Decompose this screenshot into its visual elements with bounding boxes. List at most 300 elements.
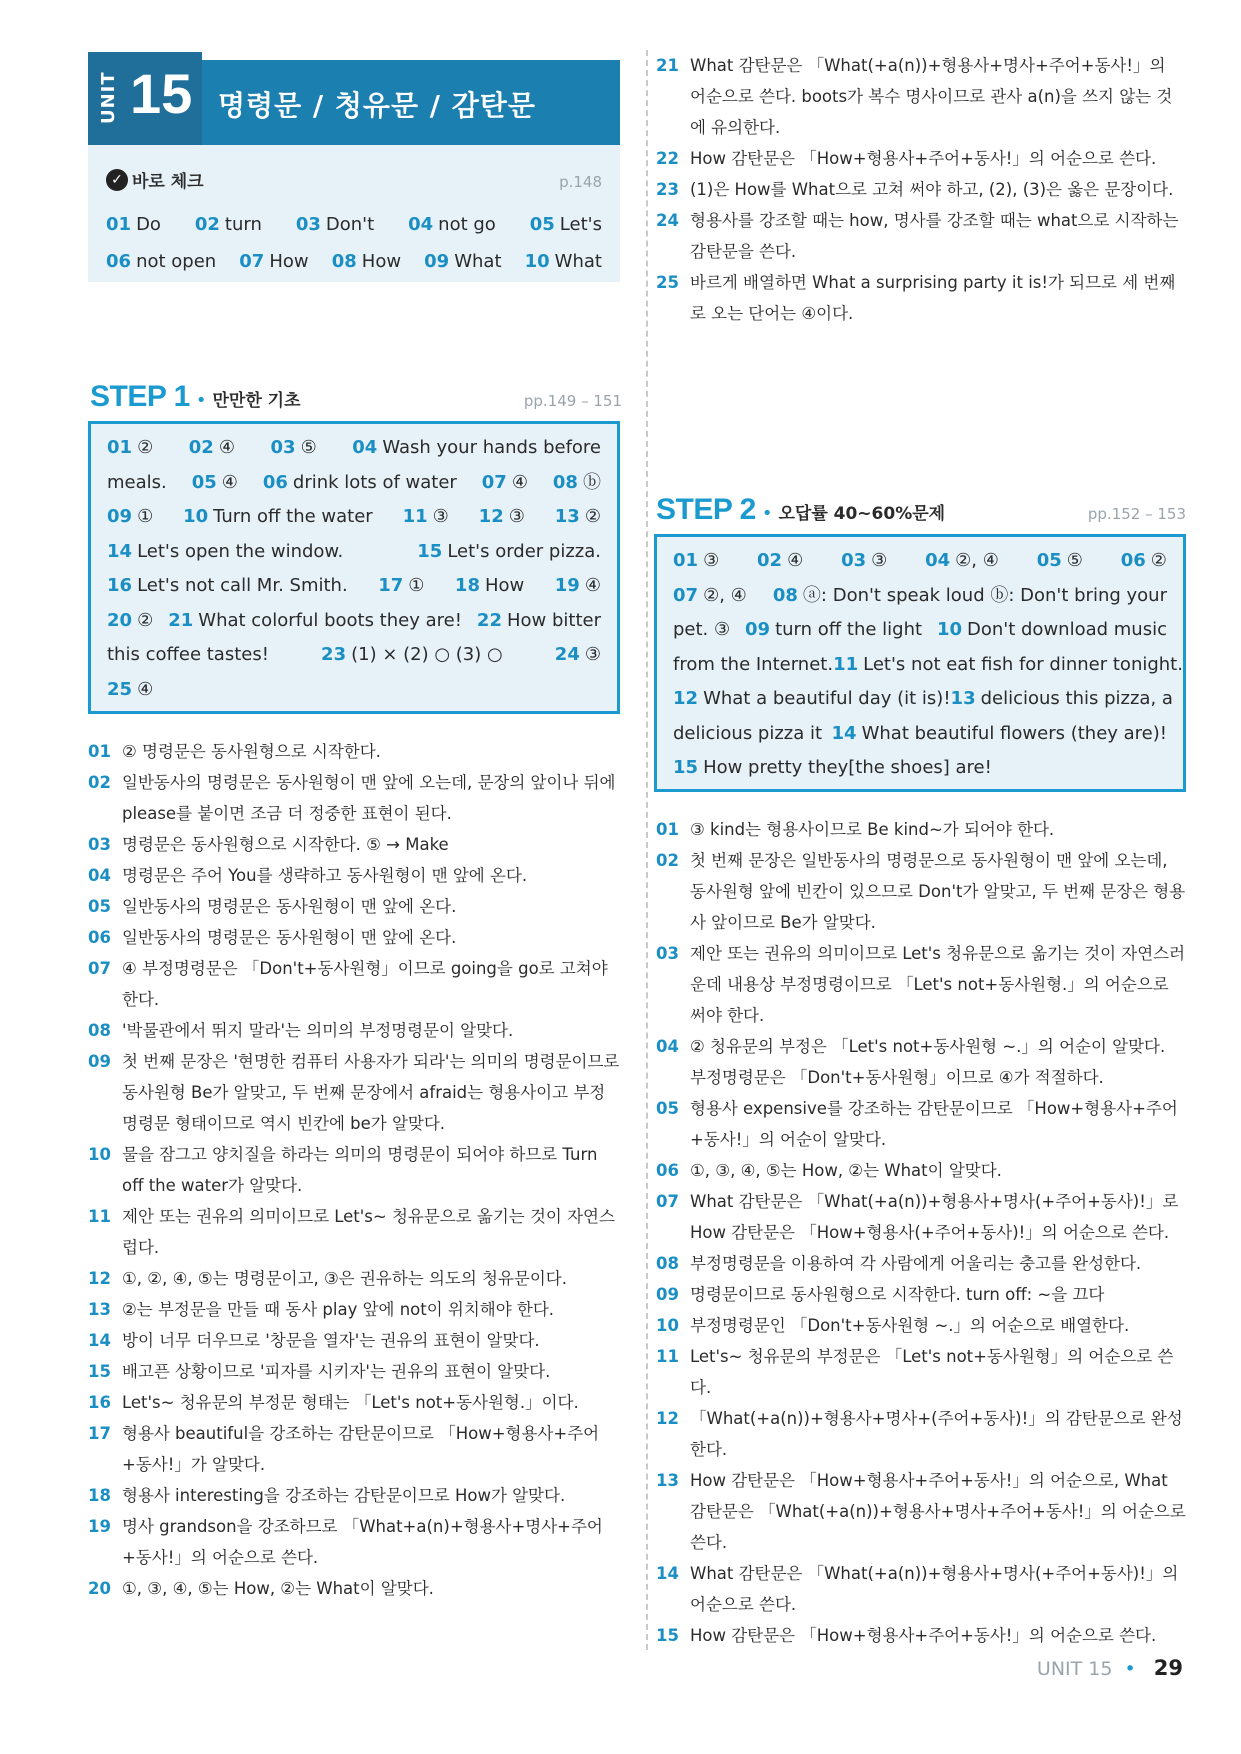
explanation-text: How 감탄문은 「How+형용사+주어+동사!」의 어순으로, What 감탄문은 「What(+a(n))+형용사+명사+주어+동사!」의 어순으로 쓴다. [690, 1471, 1186, 1552]
answer-item [673, 751, 992, 786]
explanation-text: 「What(+a(n))+형용사+명사+(주어+동사)!」의 감탄문으로 완성한다. [690, 1409, 1183, 1459]
explanation-text: What 감탄문은 「What(+a(n))+형용사+명사(+주어+동사)!」로 How 감탄문은 「How+형용사(+주어+동사)!」의 어순으로 쓴다. [690, 1192, 1179, 1242]
answer-text: Don't download music [967, 619, 1167, 640]
answer-text: ② [137, 437, 154, 458]
explanation-item [88, 1325, 620, 1356]
answer-text: ② [1150, 550, 1167, 571]
explanation-text: 명령문은 동사원형으로 시작한다. ⑤ → Make [122, 835, 449, 854]
answer-item [107, 535, 343, 570]
answer-number: 02 [194, 214, 220, 235]
explanation-number: 17 [88, 1424, 111, 1443]
explanation-text: ② 청유문의 부정은 「Let's not+동사원형 ~.」의 어순이 알맞다. 부정명령문은 「Don't+동사원형」이므로 ④가 적절하다. [690, 1037, 1166, 1087]
explanation-text: 부정명령문을 이용하여 각 사람에게 어울리는 충고를 완성한다. [690, 1254, 1142, 1273]
step2-answer-box [654, 534, 1186, 792]
explanation-number: 07 [88, 959, 111, 978]
answer-number: 13 [554, 506, 580, 527]
explanation-text: ①, ③, ④, ⑤는 How, ②는 What이 알맞다. [690, 1161, 1002, 1180]
quick-check-row [106, 214, 602, 235]
step2-heading [656, 493, 1186, 527]
answer-number: 14 [831, 722, 857, 744]
explanation-number: 12 [88, 1269, 111, 1288]
explanation-text: ④ 부정명령문은 「Don't+동사원형」이므로 going을 go로 고쳐야 한다. [122, 959, 608, 1009]
answer-text: (1) × (2) ○ (3) ○ [351, 644, 503, 665]
answer-number: 03 [841, 550, 867, 571]
answer-item [352, 431, 601, 466]
answer-number: 10 [183, 506, 209, 527]
answer-text: What beautiful flowers (they are)! [861, 722, 1167, 744]
answer-number: 15 [417, 540, 443, 562]
answer-item [1121, 544, 1167, 579]
answer-number: 11 [402, 506, 428, 527]
explanation-number: 09 [656, 1285, 679, 1304]
answer-text: ② [584, 506, 601, 527]
explanation-text: 일반동사의 명령문은 동사원형이 맨 앞에 온다. [122, 928, 457, 947]
answer-number: 24 [554, 644, 580, 665]
explanation-number: 15 [656, 1626, 679, 1645]
answer-item [832, 717, 1167, 752]
answer-line [107, 673, 601, 708]
explanation-item [656, 143, 1186, 174]
answer-number: 25 [107, 678, 133, 700]
explanation-item [656, 1155, 1186, 1186]
answer-text: drink lots of water [292, 471, 457, 493]
answer-number: 06 [1120, 550, 1146, 571]
column-divider [646, 50, 648, 1650]
answer-text: delicious this pizza, a [980, 688, 1173, 709]
explanation-text: 형용사 expensive를 강조하는 감탄문이므로 「How+형용사+주어+동사!」의 어순이 알맞다. [690, 1099, 1178, 1149]
answer-item [417, 535, 601, 570]
answer-item [107, 673, 153, 708]
answer-item [553, 466, 601, 501]
explanation-text: 형용사 interesting을 강조하는 감탄문이므로 How가 알맞다. [122, 1486, 566, 1505]
answer-item [107, 569, 348, 604]
answer-number: 06 [262, 471, 288, 493]
answer-item [745, 613, 922, 648]
explanation-item [656, 938, 1186, 1031]
answer-number: 07 [673, 584, 699, 606]
explanation-text: 물을 잠그고 양치질을 하라는 의미의 명령문이 되어야 하므로 Turn off the water가 알맞다. [122, 1145, 598, 1195]
explanation-number: 05 [656, 1099, 679, 1118]
explanation-number: 06 [656, 1161, 679, 1180]
answer-item [479, 500, 525, 535]
answer-item [673, 579, 747, 614]
explanation-number: 11 [656, 1347, 679, 1366]
explanation-text: 일반동사의 명령문은 동사원형이 맨 앞에 오는데, 문장의 앞이나 뒤에 please를 붙이면 조금 더 정중한 표현이 된다. [122, 773, 616, 823]
answer-line [107, 535, 601, 570]
answer-number: 01 [673, 550, 699, 571]
answer-number: 02 [757, 550, 783, 571]
explanation-item [656, 1279, 1186, 1310]
answer-item [183, 500, 373, 535]
unit-number: 15 [130, 62, 193, 125]
answer-item [673, 717, 822, 752]
explanation-text: 첫 번째 문장은 '현명한 컴퓨터 사용자가 되라'는 의미의 명령문이므로 동사원형 Be가 알맞고, 두 번째 문장에서 afraid는 형용사이고 부정명령문 형태이므로 역시 빈칸에 be가 알맞다. [122, 1052, 620, 1133]
answer-text: turn [224, 214, 262, 235]
answer-number: 13 [950, 688, 976, 709]
answer-item [239, 251, 308, 272]
explanation-text: What 감탄문은 「What(+a(n))+형용사+명사+주어+동사!」의 어순으로 쓴다. boots가 복수 명사이므로 관사 a(n)을 쓰지 않는 것에 유의한다. [690, 56, 1173, 137]
explanation-text: 제안 또는 권유의 의미이므로 Let's 청유문으로 옮기는 것이 자연스러운데 내용상 부정명령이므로 「Let's not+동사원형.」의 어순으로 써야 한다. [690, 944, 1186, 1025]
check-icon: ✓ [106, 169, 128, 191]
answer-text: delicious pizza it [673, 722, 823, 744]
explanation-item [656, 814, 1186, 845]
step1-heading [90, 380, 622, 414]
answer-text: ④ [221, 471, 238, 493]
quick-check-box [88, 145, 620, 282]
answer-line [673, 717, 1167, 752]
answer-item [168, 604, 462, 639]
step1-dot: • [195, 390, 207, 411]
answer-text: How pretty they[the shoes] are! [703, 757, 992, 778]
explanation-item [656, 205, 1186, 267]
answer-item [403, 500, 449, 535]
answer-number: 07 [481, 471, 507, 493]
answer-number: 10 [524, 251, 550, 272]
step1-answer-box [88, 421, 620, 714]
explanation-text: ② 명령문은 동사원형으로 시작한다. [122, 742, 381, 761]
explanation-number: 23 [656, 180, 679, 199]
answer-line [673, 579, 1167, 614]
explanation-text: 부정명령문인 「Don't+동사원형 ~.」의 어순으로 배열한다. [690, 1316, 1130, 1335]
explanation-number: 03 [656, 944, 679, 963]
answer-line [107, 466, 601, 501]
step1-explanations-continued [656, 50, 1186, 329]
explanation-number: 20 [88, 1579, 111, 1598]
answer-number: 05 [1036, 550, 1062, 571]
footer-unit: UNIT 15 [1036, 1658, 1113, 1680]
explanation-text: 제안 또는 권유의 의미이므로 Let's~ 청유문으로 옮기는 것이 자연스럽다. [122, 1207, 615, 1257]
answer-line [107, 604, 601, 639]
answer-item [107, 466, 167, 501]
answer-text: ③ [871, 550, 888, 571]
explanation-text: 방이 너무 더우므로 '창문을 열자'는 권유의 표현이 알맞다. [122, 1331, 540, 1350]
answer-text: ④ [511, 471, 528, 493]
answer-text: Let's order pizza. [447, 540, 601, 562]
answer-line [673, 648, 1183, 683]
answer-item [525, 251, 602, 272]
answer-text: ① [408, 575, 425, 596]
explanation-number: 22 [656, 149, 679, 168]
answer-number: 03 [270, 437, 296, 458]
explanation-item [88, 860, 620, 891]
answer-text: How [361, 251, 402, 272]
answer-text: ② [137, 609, 154, 631]
answer-item [530, 214, 602, 235]
explanation-number: 14 [656, 1564, 679, 1583]
explanation-item [88, 736, 620, 767]
answer-item [296, 214, 374, 235]
step1-label: STEP 1 [90, 380, 190, 413]
explanation-number: 01 [656, 820, 679, 839]
explanation-number: 02 [656, 851, 679, 870]
explanation-number: 13 [88, 1300, 111, 1319]
answer-text: ④ [787, 550, 804, 571]
explanation-item [88, 767, 620, 829]
explanation-item [656, 267, 1186, 329]
explanation-item [656, 1248, 1186, 1279]
explanation-item [656, 1186, 1186, 1248]
explanation-number: 02 [88, 773, 111, 792]
answer-text: Let's [559, 214, 602, 235]
explanation-item [656, 1093, 1186, 1155]
answer-text: ① [137, 506, 154, 527]
answer-text: ②, ④ [703, 584, 747, 606]
answer-item [773, 579, 1167, 614]
explanation-text: 명령문은 주어 You를 생략하고 동사원형이 맨 앞에 온다. [122, 866, 528, 885]
answer-number: 23 [321, 644, 347, 665]
answer-item [673, 682, 951, 717]
answer-number: 02 [188, 437, 214, 458]
answer-item [189, 431, 235, 466]
answer-text: What [554, 251, 602, 272]
page-number: 29 [1153, 1656, 1183, 1680]
answer-text: Let's not call Mr. Smith. [137, 575, 348, 596]
explanation-item [88, 1387, 620, 1418]
answer-line [673, 613, 1167, 648]
unit-header [88, 60, 620, 145]
explanation-item [88, 1511, 620, 1573]
answer-line [673, 751, 1167, 786]
explanation-item [88, 1015, 620, 1046]
answer-number: 09 [424, 251, 450, 272]
explanation-item [656, 1031, 1186, 1093]
answer-text: ⓑ [582, 471, 601, 493]
explanation-item [656, 1558, 1186, 1620]
answer-text: What [454, 251, 502, 272]
answer-item [673, 648, 833, 683]
answer-number: 04 [925, 550, 951, 571]
unit-title: 명령문 / 청유문 / 감탄문 [218, 89, 536, 122]
explanation-number: 21 [656, 56, 679, 75]
explanation-item [656, 1403, 1186, 1465]
answer-number: 12 [478, 506, 504, 527]
answer-item [925, 544, 999, 579]
answer-line [673, 544, 1167, 579]
answer-text: ③ [508, 506, 525, 527]
answer-number: 14 [107, 540, 133, 562]
answer-text: How bitter [506, 609, 601, 631]
answer-number: 22 [476, 609, 502, 631]
explanation-text: ①, ②, ④, ⑤는 명령문이고, ③은 권유하는 의도의 청유문이다. [122, 1269, 567, 1288]
answer-number: 15 [673, 757, 699, 778]
answer-item [107, 604, 153, 639]
explanation-text: 명령문이므로 동사원형으로 시작한다. turn off: ~을 끄다 [690, 1285, 1105, 1304]
explanation-number: 18 [88, 1486, 111, 1505]
answer-number: 01 [106, 214, 132, 235]
explanation-item [88, 922, 620, 953]
answer-number: 05 [529, 214, 555, 235]
answer-item [833, 648, 1183, 683]
answer-line [107, 500, 601, 535]
explanation-number: 12 [656, 1409, 679, 1428]
answer-text: not go [438, 214, 496, 235]
explanation-item [88, 891, 620, 922]
explanation-text: ③ kind는 형용사이므로 Be kind~가 되어야 한다. [690, 820, 1055, 839]
answer-line [107, 638, 601, 673]
answer-item [673, 613, 730, 648]
answer-text: How [484, 575, 525, 596]
step2-dot: • [761, 503, 773, 524]
explanation-text: 명사 grandson을 강조하므로 「What+a(n)+형용사+명사+주어+동사!」의 어순으로 쓴다. [122, 1517, 603, 1567]
explanation-number: 05 [88, 897, 111, 916]
page-footer [1037, 1656, 1183, 1680]
explanation-number: 01 [88, 742, 111, 761]
step2-label: STEP 2 [656, 493, 756, 526]
explanation-text: ②는 부정문을 만들 때 동사 play 앞에 not이 위치해야 한다. [122, 1300, 555, 1319]
explanation-text: 형용사를 강조할 때는 how, 명사를 강조할 때는 what으로 시작하는 감탄문을 쓴다. [690, 211, 1179, 261]
explanation-item [656, 1620, 1186, 1651]
explanation-item [88, 1356, 620, 1387]
explanation-number: 16 [88, 1393, 111, 1412]
answer-number: 20 [107, 609, 133, 631]
answer-line [107, 431, 601, 466]
explanation-text: 바르게 배열하면 What a surprising party it is!가 되므로 세 번째로 오는 단어는 ④이다. [690, 273, 1176, 323]
answer-text: Turn off the water [213, 506, 373, 527]
explanation-item [656, 845, 1186, 938]
answer-number: 08 [331, 251, 357, 272]
answer-text: ③ [432, 506, 449, 527]
answer-item [757, 544, 803, 579]
answer-text: ④ [137, 678, 154, 700]
explanation-number: 10 [88, 1145, 111, 1164]
explanation-number: 04 [88, 866, 111, 885]
answer-item [555, 500, 601, 535]
answer-item [555, 569, 601, 604]
explanation-text: How 감탄문은 「How+형용사+주어+동사!」의 어순으로 쓴다. [690, 149, 1157, 168]
answer-number: 03 [295, 214, 321, 235]
explanation-number: 19 [88, 1517, 111, 1536]
answer-text: this coffee tastes! [107, 644, 269, 665]
answer-item [408, 214, 496, 235]
explanation-item [656, 1310, 1186, 1341]
answer-item [455, 569, 524, 604]
explanation-number: 24 [656, 211, 679, 230]
explanation-text: ①, ③, ④, ⑤는 How, ②는 What이 알맞다. [122, 1579, 434, 1598]
step1-explanations [88, 736, 620, 1604]
explanation-item [88, 1263, 620, 1294]
explanation-number: 06 [88, 928, 111, 947]
answer-item [332, 251, 401, 272]
answer-item [106, 251, 216, 272]
explanation-item [88, 829, 620, 860]
answer-number: 06 [106, 251, 132, 272]
answer-item [951, 682, 1173, 717]
answer-item [1037, 544, 1083, 579]
answer-item [263, 466, 457, 501]
answer-number: 08 [772, 584, 798, 606]
answer-item [192, 466, 238, 501]
answer-text: ③ [584, 644, 601, 665]
answer-text: Let's not eat fish for dinner tonight. [863, 653, 1183, 675]
answer-number: 09 [107, 506, 133, 527]
answer-number: 12 [673, 688, 699, 709]
unit-word: UNIT [98, 71, 119, 124]
explanation-text: What 감탄문은 「What(+a(n))+형용사+명사(+주어+동사)!」의 어순으로 쓴다. [690, 1564, 1179, 1614]
explanation-item [656, 1341, 1186, 1403]
explanation-item [88, 1418, 620, 1480]
quick-check-title: ✓ 바로 체크 [106, 167, 602, 192]
answer-text: turn off the light [775, 619, 923, 640]
answer-text: ②, ④ [955, 550, 999, 571]
explanation-text: How 감탄문은 「How+형용사+주어+동사!」의 어순으로 쓴다. [690, 1626, 1157, 1645]
answer-text: ④ [218, 437, 235, 458]
answer-text: Don't [325, 214, 375, 235]
answer-line [107, 569, 601, 604]
answer-item [271, 431, 317, 466]
explanation-text: '박물관에서 뛰지 말라'는 의미의 부정명령문이 알맞다. [122, 1021, 514, 1040]
answer-text: ⑤ [1066, 550, 1083, 571]
step2-explanations [656, 814, 1186, 1651]
answer-number: 10 [936, 619, 962, 640]
explanation-item [88, 1480, 620, 1511]
explanation-item [88, 1294, 620, 1325]
answer-item [673, 544, 719, 579]
explanation-text: 형용사 beautiful을 강조하는 감탄문이므로 「How+형용사+주어+동사!」가 알맞다. [122, 1424, 600, 1474]
explanation-item [88, 1573, 620, 1604]
footer-sep: • [1124, 1658, 1136, 1680]
quick-check-row [106, 251, 602, 272]
answer-number: 11 [833, 653, 859, 675]
answer-text: from the Internet. [673, 653, 834, 675]
answer-line [673, 682, 1173, 717]
answer-item [106, 214, 161, 235]
answer-text: ⑤ [300, 437, 317, 458]
quick-check-page: p.148 [559, 173, 602, 191]
explanation-item [88, 1046, 620, 1139]
explanation-item [656, 1465, 1186, 1558]
answer-text: not open [136, 251, 217, 272]
answer-item [424, 251, 501, 272]
answer-number: 21 [168, 609, 194, 631]
unit-tab [88, 52, 202, 153]
answer-item [107, 500, 153, 535]
answer-item [555, 638, 601, 673]
explanation-number: 08 [88, 1021, 111, 1040]
answer-text: ⓐ: Don't speak loud ⓑ: Don't bring your [802, 584, 1167, 606]
answer-item [841, 544, 887, 579]
answer-number: 04 [408, 214, 434, 235]
explanation-item [88, 953, 620, 1015]
answer-number: 01 [107, 437, 133, 458]
step2-subtitle: 오답률 40~60%문제 [778, 504, 946, 524]
answer-item [378, 569, 424, 604]
step1-subtitle: 만만한 기초 [212, 391, 301, 411]
explanation-text: 일반동사의 명령문은 동사원형이 맨 앞에 온다. [122, 897, 457, 916]
answer-text: What colorful boots they are! [198, 609, 462, 631]
answer-number: 04 [352, 437, 378, 458]
answer-item [107, 638, 269, 673]
explanation-number: 08 [656, 1254, 679, 1273]
explanation-number: 07 [656, 1192, 679, 1211]
answer-text: meals. [107, 471, 167, 493]
answer-item [937, 613, 1167, 648]
explanation-item [88, 1139, 620, 1201]
answer-text: pet. ③ [673, 619, 731, 640]
answer-item [482, 466, 528, 501]
answer-number: 18 [454, 575, 480, 596]
explanation-number: 14 [88, 1331, 111, 1350]
answer-text: ③ [703, 550, 720, 571]
answer-text: ④ [584, 575, 601, 596]
explanation-item [88, 1201, 620, 1263]
step1-pages: pp.149 – 151 [523, 392, 622, 410]
explanation-number: 09 [88, 1052, 111, 1071]
answer-item [195, 214, 262, 235]
answer-number: 05 [191, 471, 217, 493]
answer-item [107, 431, 153, 466]
explanation-text: (1)은 How를 What으로 고쳐 써야 하고, (2), (3)은 옳은 문장이다. [690, 180, 1174, 199]
explanation-number: 03 [88, 835, 111, 854]
